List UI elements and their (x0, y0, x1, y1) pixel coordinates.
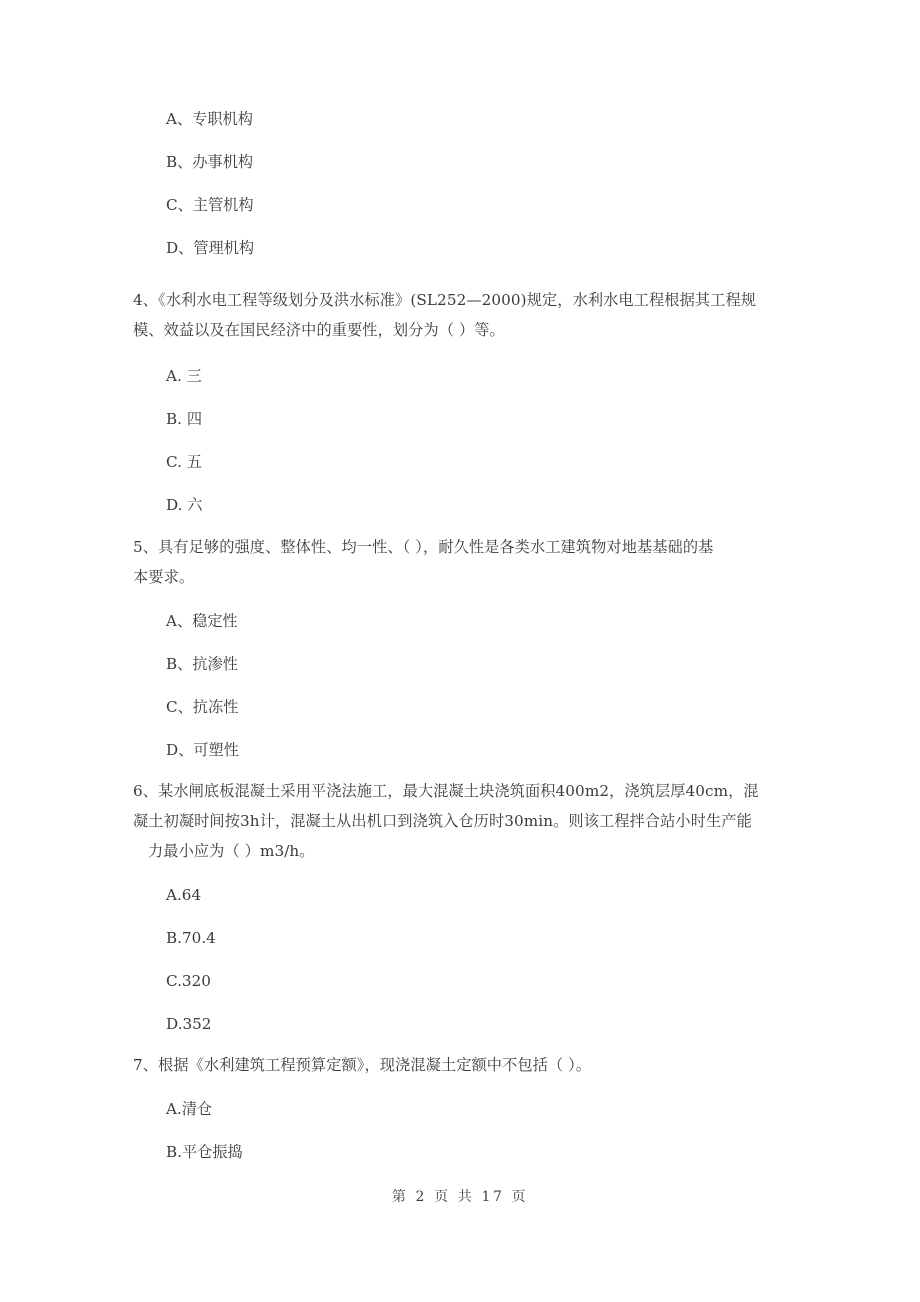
question-stem-line (133, 806, 789, 837)
question-stem-line (133, 315, 789, 346)
question-stem-text: 6、某水闸底板混凝土采用平浇法施工，最大混凝土块浇筑面积400m2，浇筑层厚40cm，混 (133, 782, 759, 800)
option-row (166, 104, 789, 134)
option-label: D、管理机构 (166, 239, 255, 257)
option-label: B. 四 (166, 410, 203, 428)
option-row (166, 447, 789, 477)
option-row (166, 966, 789, 996)
option-row (166, 606, 789, 636)
option-row (166, 735, 789, 765)
option-label: C.320 (166, 972, 211, 990)
question-stem-line (133, 562, 789, 593)
option-label: C、主管机构 (166, 196, 254, 214)
question-stem-line (133, 1050, 789, 1081)
question-stem-line (148, 836, 789, 867)
footer-prefix: 第 (391, 1189, 409, 1205)
option-label: A、专职机构 (166, 110, 253, 128)
footer-total-pages: 17 (481, 1189, 505, 1205)
option-row (166, 233, 789, 263)
option-label: A.清仓 (166, 1100, 213, 1118)
footer-middle: 页 共 (434, 1189, 475, 1205)
footer-current-page: 2 (415, 1189, 428, 1205)
option-label: B.70.4 (166, 929, 216, 947)
option-row (166, 880, 789, 910)
question-stem-text: 本要求。 (133, 568, 195, 586)
question-stem-line (133, 776, 789, 807)
option-row (166, 190, 789, 220)
question-stem-text: 5、具有足够的强度、整体性、均一性、（ ），耐久性是各类水工建筑物对地基基础的基 (133, 538, 714, 556)
option-row (166, 1009, 789, 1039)
option-label: A. 三 (166, 367, 202, 385)
option-label: A、稳定性 (166, 612, 238, 630)
option-label: B.平仓振捣 (166, 1143, 243, 1161)
option-label: D、可塑性 (166, 741, 239, 759)
option-row (166, 361, 789, 391)
option-label: A.64 (166, 886, 202, 904)
option-row (166, 490, 789, 520)
option-label: C、抗冻性 (166, 698, 239, 716)
footer-suffix: 页 (511, 1189, 529, 1205)
question-stem-text: 模、效益以及在国民经济中的重要性，划分为（ ）等。 (133, 321, 505, 339)
question-stem-text: 7、根据《水利建筑工程预算定额》，现浇混凝土定额中不包括（ ）。 (133, 1056, 592, 1074)
option-label: C. 五 (166, 453, 202, 471)
question-stem-line (133, 532, 789, 563)
question-stem-text: 力最小应为（ ）m3/h。 (148, 842, 315, 860)
option-row (166, 147, 789, 177)
option-label: B、办事机构 (166, 153, 254, 171)
option-row (166, 649, 789, 679)
option-label: D. 六 (166, 496, 203, 514)
option-row (166, 1094, 789, 1124)
option-row (166, 692, 789, 722)
option-label: B、抗渗性 (166, 655, 238, 673)
option-label: D.352 (166, 1015, 212, 1033)
question-stem-line (133, 285, 789, 316)
option-row (166, 923, 789, 953)
page-footer (0, 1186, 920, 1206)
question-stem-text: 4、《水利水电工程等级划分及洪水标准》(SL252—2000)规定，水利水电工程根据其工程规 (133, 291, 757, 309)
option-row (166, 1137, 789, 1167)
question-stem-text: 凝土初凝时间按3h计，混凝土从出机口到浇筑入仓历时30min。则该工程拌合站小时生产能 (133, 812, 752, 830)
option-row (166, 404, 789, 434)
